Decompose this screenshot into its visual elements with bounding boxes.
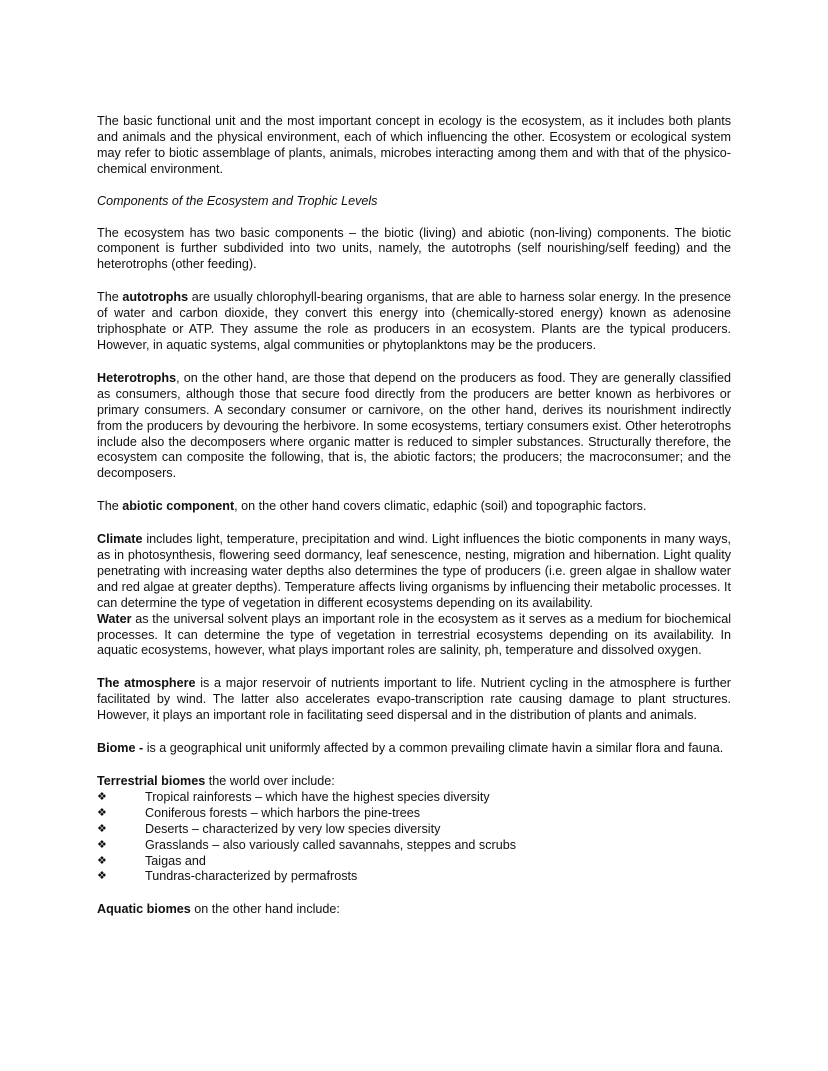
diamond-bullet-icon: ❖ xyxy=(97,870,107,883)
atmosphere-paragraph xyxy=(97,676,731,724)
abiotic-text: , on the other hand covers climatic, edaphic (soil) and topographic factors. xyxy=(234,499,647,514)
abiotic-paragraph xyxy=(97,499,731,515)
water-term: Water xyxy=(97,611,132,626)
terrestrial-text: the world over include: xyxy=(205,774,335,788)
diamond-bullet-icon: ❖ xyxy=(97,790,107,803)
list-item xyxy=(97,822,731,838)
atmosphere-text: is a major reservoir of nutrients important to life. Nutrient cycling in the atmosphere is further facilitated by wind. The latter also accelerates evapo-transcription rate causing damage to plant structures. However, it plays an important role in facilitating seed dispersal and in the distribution of plants and animals. xyxy=(97,676,732,723)
abiotic-term: abiotic component xyxy=(122,499,235,514)
aquatic-term: Aquatic biomes xyxy=(97,902,191,917)
water-text: as the universal solvent plays an important role in the ecosystem as it serves as a medium for biochemical processes. It can determine the type of vegetation in terrestrial ecosystems depending on its availability. In aquatic ecosystems, however, what plays important roles are salinity, ph, temperature and dissolved oxygen. xyxy=(97,611,731,658)
heterotrophs-paragraph xyxy=(97,371,731,482)
list-item-text: Taigas and xyxy=(145,853,206,868)
aquatic-text: on the other hand include: xyxy=(190,902,340,917)
heterotrophs-text: , on the other hand, are those that depend on the producers as food. They are generally classified as consumers, although those that secure food directly from the producers are better known as herbivores or primary consumers. A secondary consumer or carnivore, on the other hand, derives its nourishment indirectly from the producers by devouring the herbivore. In some ecosystems, tertiary consumers exist. Other heterotrophs include also the decomposers where organic matter is reduced to simpler substances. Structurally therefore, the ecosystem can composite the following, that is, the abiotic factors; the producers; the macroconsumer; and the decomposers. xyxy=(97,370,731,481)
diamond-bullet-icon: ❖ xyxy=(97,806,107,819)
list-item-text: Tundras-characterized by permafrosts xyxy=(145,869,358,884)
heterotrophs-term: Heterotrophs xyxy=(97,370,177,385)
list-item xyxy=(97,869,731,885)
biome-text: is a geographical unit uniformly affected by a common prevailing climate havin a similar flora and fauna. xyxy=(146,741,724,756)
biome-term: Biome - xyxy=(97,741,147,756)
terrestrial-heading xyxy=(97,774,731,790)
climate-paragraph xyxy=(97,532,731,612)
climate-text: includes light, temperature, precipitation and wind. Light influences the biotic components in many ways, as in photosynthesis, flowering seed dormancy, leaf senescence, nesting, migration and hibernation. Light quality penetrating with increasing water depths also determines the type of producers (i.e. green algae in shallow water and red algae at greater depths). Temperature affects living organisms by influencing their metabolic processes. It can determine the type of vegetation in different ecosystems depending on its availability. xyxy=(97,532,731,610)
list-item-text: Coniferous forests – which harbors the pine-trees xyxy=(145,805,421,820)
section-heading: Components of the Ecosystem and Trophic Levels xyxy=(97,193,378,208)
diamond-bullet-icon: ❖ xyxy=(97,854,107,867)
diamond-bullet-icon: ❖ xyxy=(97,838,107,851)
autotrophs-paragraph xyxy=(97,290,731,354)
intro-paragraph: The basic functional unit and the most important concept in ecology is the ecosystem, as it includes both plants and animals and the physical environment, each of which influencing the other. Ecosystem or ecological system may refer to biotic assemblage of plants, animals, microbes interacting among them and with that of the physico-chemical environment. xyxy=(97,114,731,176)
document-page xyxy=(97,114,731,918)
autotrophs-pre: The xyxy=(97,290,123,305)
diamond-bullet-icon: ❖ xyxy=(97,822,107,835)
list-item xyxy=(97,790,731,806)
aquatic-heading xyxy=(97,902,731,918)
list-item xyxy=(97,838,731,854)
list-item xyxy=(97,854,731,870)
list-item-text: Tropical rainforests – which have the highest species diversity xyxy=(145,789,490,804)
list-item xyxy=(97,806,731,822)
components-paragraph: The ecosystem has two basic components – the biotic (living) and abiotic (non-living) components. The biotic component is further subdivided into two units, namely, the autotrophs (self nourishing/self feeding) and the heterotrophs (other feeding). xyxy=(97,225,731,272)
terrestrial-term: Terrestrial biomes xyxy=(97,774,206,788)
terrestrial-biome-list xyxy=(97,790,731,885)
list-item-text: Grasslands – also variously called savannahs, steppes and scrubs xyxy=(145,837,517,852)
list-item-text: Deserts – characterized by very low species diversity xyxy=(145,821,441,836)
atmosphere-term: The atmosphere xyxy=(97,676,196,691)
water-paragraph xyxy=(97,612,731,660)
climate-term: Climate xyxy=(97,532,143,547)
autotrophs-text: are usually chlorophyll-bearing organisms, that are able to harness solar energy. In the presence of water and carbon dioxide, they convert this energy into (chemically-stored energy) known as adenosine triphosphate or ATP. They assume the role as producers in an ecosystem. Plants are the typical producers. However, in aquatic systems, algal communities or phytoplanktons may be the producers. xyxy=(97,290,731,352)
abiotic-pre: The xyxy=(97,499,123,514)
autotrophs-term: autotrophs xyxy=(122,290,189,305)
biome-paragraph xyxy=(97,741,731,757)
